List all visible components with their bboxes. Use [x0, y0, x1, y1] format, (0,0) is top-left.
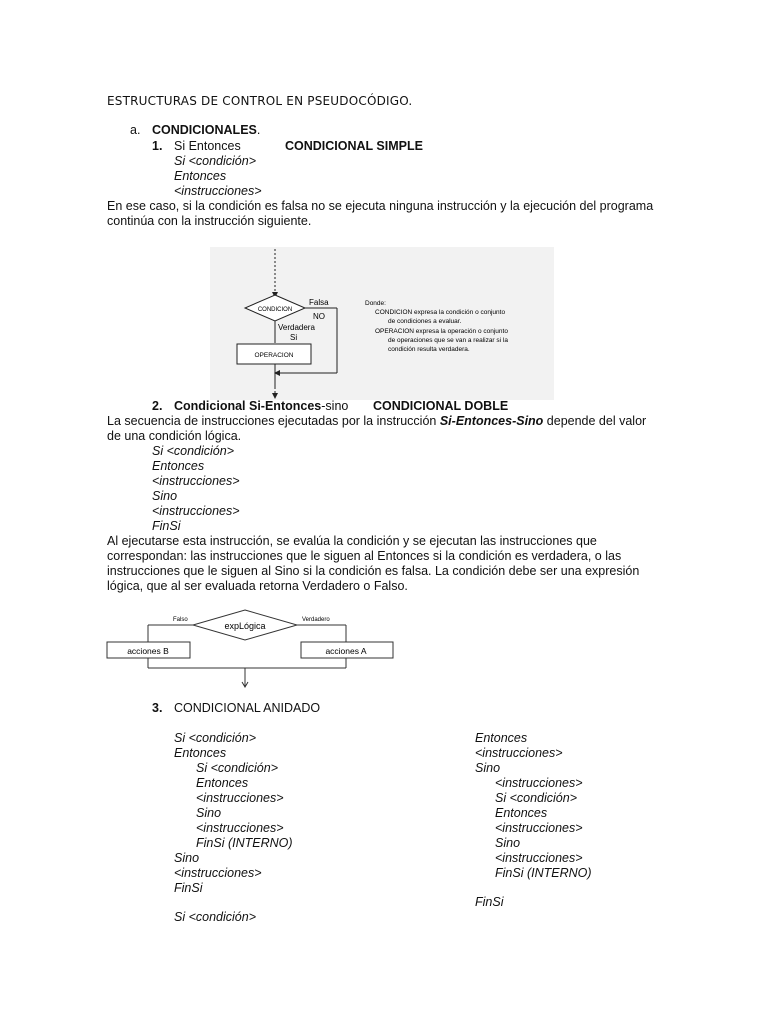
no-label: NO	[313, 312, 325, 321]
flowchart-simple	[210, 247, 554, 400]
actions-a-label: acciones A	[325, 646, 367, 656]
paragraph-line	[107, 414, 667, 429]
section-letter: a.	[130, 123, 141, 137]
intro-text: La secuencia de instrucciones ejecutadas por la instrucción	[107, 414, 440, 428]
paragraph-line: de una condición lógica.	[107, 429, 242, 443]
paragraph-line: continúa con la instrucción siguiente.	[107, 214, 312, 228]
paragraph-line: Al ejecutarse esta instrucción, se evalúa la condición y se ejecutan las instrucciones que	[107, 534, 597, 548]
code-line: Sino	[475, 761, 501, 775]
code-line: Sino	[174, 851, 200, 865]
false-label: Falsa	[309, 298, 329, 307]
code-line: <instrucciones>	[495, 776, 583, 790]
paragraph	[107, 414, 667, 444]
operation-label: OPERACION	[254, 352, 294, 359]
intro-text: depende del valor	[543, 414, 647, 428]
doble-name	[174, 399, 348, 414]
section-label: CONDICIONALES	[152, 123, 257, 137]
code-line: Entonces	[196, 776, 249, 790]
code-line: FinSi (INTERNO)	[495, 866, 592, 880]
code-line: FinSi	[152, 519, 181, 533]
paragraph	[107, 199, 667, 229]
paragraph	[107, 534, 667, 594]
code-line: Sino	[152, 489, 178, 503]
flowchart-doble	[105, 608, 397, 690]
code-line: Entonces	[152, 459, 205, 473]
intro-keyword: Si-Entonces-Sino	[439, 414, 544, 428]
page-title: ESTRUCTURAS DE CONTROL EN PSEUDOCÓDIGO.	[107, 94, 413, 108]
code-line: <instrucciones>	[196, 821, 284, 835]
code-line: Si <condición>	[196, 761, 279, 775]
code-line: Si <condición>	[174, 910, 257, 924]
code-line: Si <condición>	[152, 444, 235, 458]
code-line: Entonces	[174, 746, 227, 760]
section-dot: .	[256, 123, 261, 137]
paragraph-line: instrucciones que le siguen al Sino si la condición es falsa. La condición debe ser una expresión	[107, 564, 640, 578]
note-line: CONDICION expresa la condición o conjunto	[375, 309, 506, 316]
code-line: FinSi (INTERNO)	[196, 836, 293, 850]
anidado-heading: CONDICIONAL ANIDADO	[174, 701, 321, 715]
false-label: Falso	[173, 617, 188, 623]
code-line: <instrucciones>	[475, 746, 563, 760]
section-heading	[152, 123, 260, 138]
simple-name: Si Entonces	[174, 139, 241, 153]
note-line: de condiciones a evaluar.	[388, 318, 462, 325]
code-line: <instrucciones>	[174, 866, 262, 880]
code-line: FinSi	[174, 881, 203, 895]
code-line: Entonces	[174, 169, 227, 183]
code-line: Si <condición>	[174, 154, 257, 168]
si-label: Si	[290, 333, 298, 342]
code-line: <instrucciones>	[495, 821, 583, 835]
code-line: Si <condición>	[174, 731, 257, 745]
item-number-3: 3.	[152, 701, 163, 715]
item-number-1: 1.	[152, 139, 163, 153]
note-line: condición resulta verdadera.	[388, 346, 470, 353]
code-line: <instrucciones>	[196, 791, 284, 805]
code-line: Si <condición>	[495, 791, 578, 805]
paragraph-line: correspondan: las instrucciones que le siguen al Entonces si la condición es verdadera, o las	[107, 549, 622, 563]
doble-name-rest: -sino	[321, 399, 349, 413]
code-line: Entonces	[495, 806, 548, 820]
code-line: <instrucciones>	[495, 851, 583, 865]
code-line: <instrucciones>	[174, 184, 262, 198]
code-line: <instrucciones>	[152, 474, 240, 488]
code-line: Entonces	[475, 731, 528, 745]
code-line: Sino	[495, 836, 521, 850]
code-line: FinSi	[475, 895, 504, 909]
paragraph-line: lógica, que al ser evaluada retorna Verdadero o Falso.	[107, 579, 408, 593]
condition-label: expLógica	[224, 621, 266, 631]
true-label: Verdadera	[278, 323, 315, 332]
simple-heading: CONDICIONAL SIMPLE	[285, 139, 423, 153]
doble-name-bold: Condicional Si-Entonces	[174, 399, 322, 413]
true-label: Verdadero	[302, 617, 330, 623]
paragraph-line: En ese caso, si la condición es falsa no se ejecuta ninguna instrucción y la ejecución del programa	[107, 199, 654, 213]
actions-b-label: acciones B	[127, 646, 169, 656]
note-line: OPERACION expresa la operación o conjunto	[375, 328, 508, 335]
note-line: de operaciones que se van a realizar si la	[388, 337, 508, 344]
note-line: Donde:	[365, 300, 386, 307]
condition-label: CONDICION	[257, 307, 293, 313]
code-line: Sino	[196, 806, 222, 820]
doble-heading: CONDICIONAL DOBLE	[373, 399, 509, 413]
item-number-2: 2.	[152, 399, 163, 413]
code-line: <instrucciones>	[152, 504, 240, 518]
